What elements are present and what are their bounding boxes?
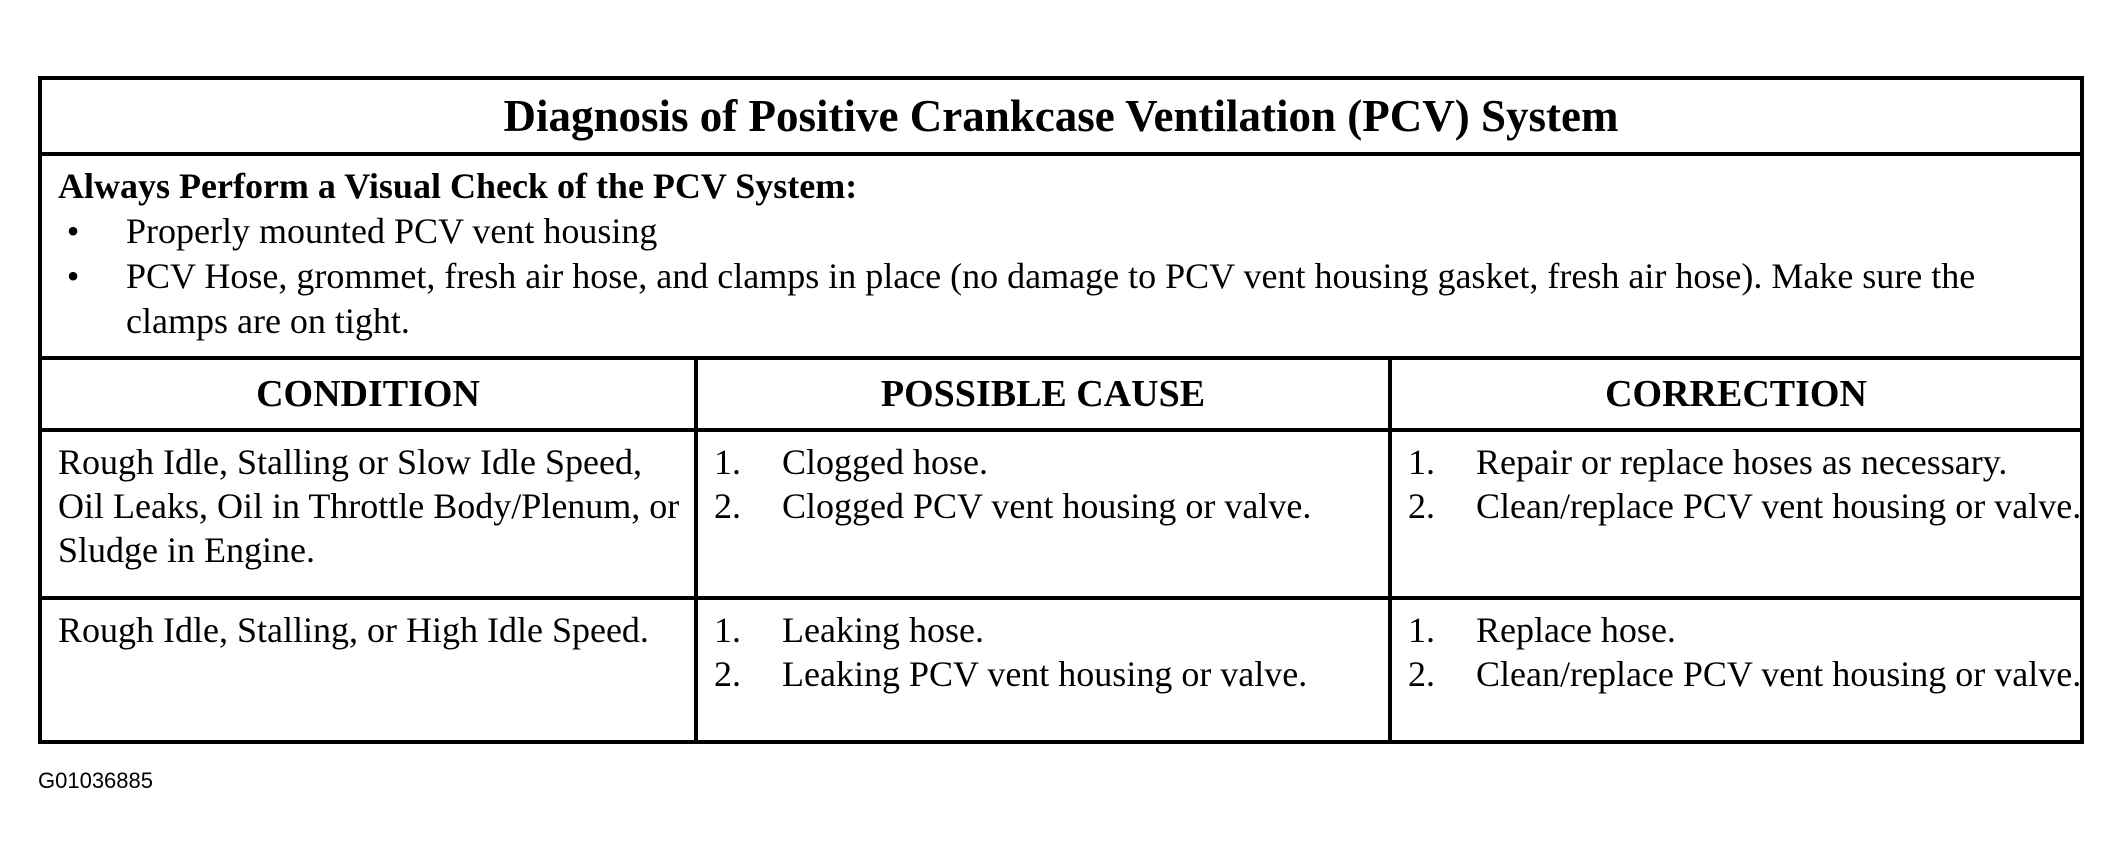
correction-text: Clean/replace PCV vent housing or valve. [1476,654,2082,694]
visual-check-section [42,156,2080,360]
correction-item [1408,440,2084,484]
cause-item [714,484,1374,528]
bullet-icon: • [66,256,80,296]
row-1-causes [714,440,1374,528]
row-divider [42,428,2080,432]
row-divider [42,596,2080,600]
diagnosis-grid [42,360,2080,740]
row-2-causes [714,608,1374,696]
cause-list [714,440,1374,528]
visual-check-item-text: PCV Hose, grommet, fresh air hose, and clamps in place (no damage to PCV vent housing gasket, fresh air hose). Make sure the clamps are on tight. [126,256,1976,341]
cause-text: Clogged hose. [782,442,988,482]
row-1-condition: Rough Idle, Stalling or Slow Idle Speed, Oil Leaks, Oil in Throttle Body/Plenum, or Sludge in Engine. [58,442,680,570]
item-number: 2. [1408,654,1435,694]
item-number: 1. [1408,442,1435,482]
visual-check-list [58,209,2080,344]
row-2-corrections [1408,608,2084,696]
item-number: 1. [714,610,741,650]
correction-item [1408,484,2084,528]
correction-list [1408,440,2084,528]
correction-text: Replace hose. [1476,610,1676,650]
header-possible-cause: POSSIBLE CAUSE [880,373,1206,415]
cause-item [714,608,1374,652]
header-correction: CORRECTION [1605,373,1867,415]
row-2-condition: Rough Idle, Stalling, or High Idle Speed. [58,610,649,650]
diagnosis-table-frame [38,76,2084,744]
visual-check-item-text: Properly mounted PCV vent housing [126,211,658,251]
cause-text: Clogged PCV vent housing or valve. [782,486,1312,526]
header-condition: CONDITION [256,373,480,415]
correction-item [1408,608,2084,652]
bullet-icon: • [66,211,80,251]
item-number: 2. [714,654,741,694]
visual-check-item [58,209,2080,254]
cause-text: Leaking hose. [782,610,984,650]
correction-item [1408,652,2084,696]
correction-text: Repair or replace hoses as necessary. [1476,442,2008,482]
cause-item [714,440,1374,484]
figure-id: G01036885 [38,768,153,793]
cause-text: Leaking PCV vent housing or valve. [782,654,1308,694]
item-number: 2. [1408,486,1435,526]
visual-check-item [58,254,2080,344]
item-number: 1. [1408,610,1435,650]
visual-check-heading: Always Perform a Visual Check of the PCV System: [58,166,858,206]
item-number: 2. [714,486,741,526]
correction-list [1408,608,2084,696]
item-number: 1. [714,442,741,482]
cause-list [714,608,1374,696]
cause-item [714,652,1374,696]
correction-text: Clean/replace PCV vent housing or valve. [1476,486,2082,526]
table-title: Diagnosis of Positive Crankcase Ventilation (PCV) System [42,80,2080,156]
row-1-corrections [1408,440,2084,528]
